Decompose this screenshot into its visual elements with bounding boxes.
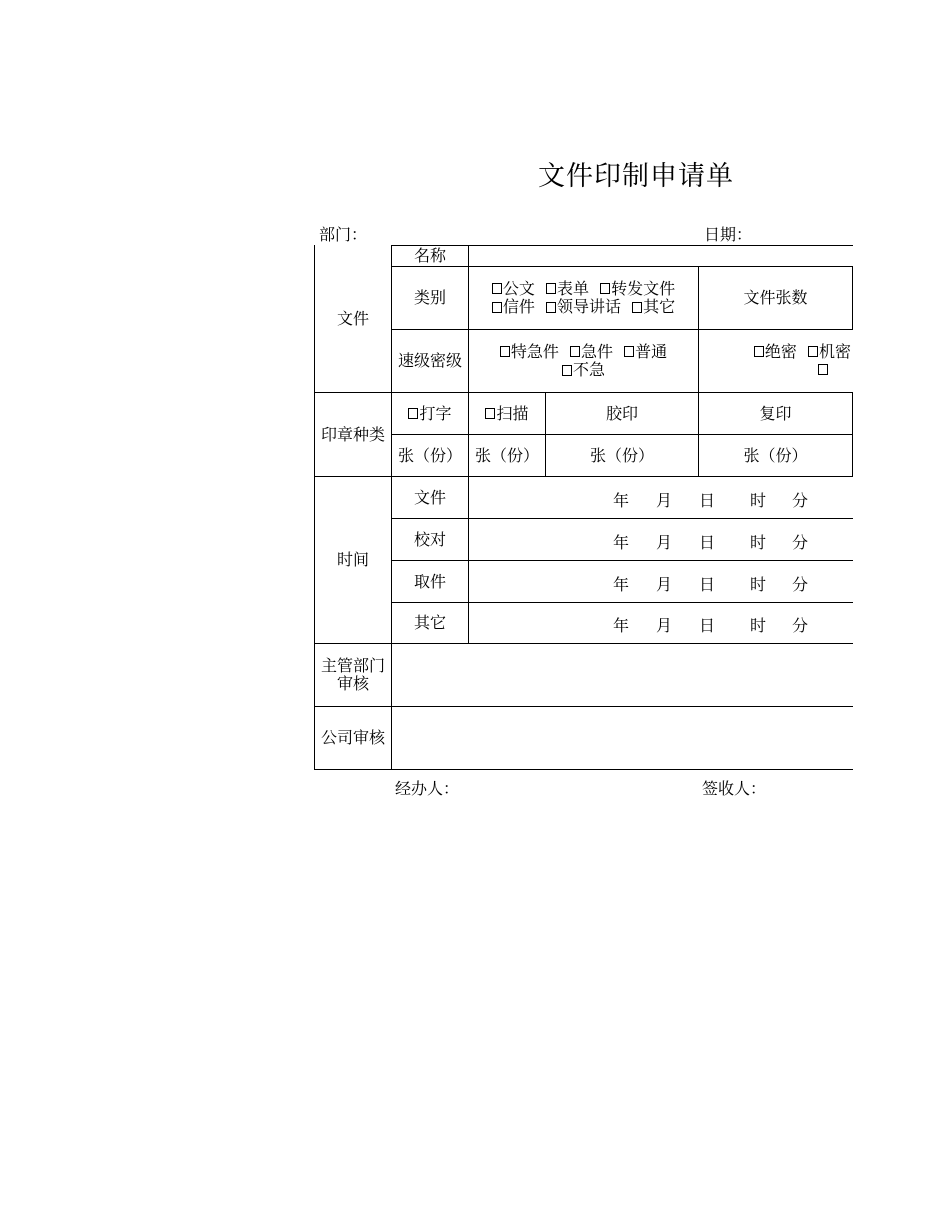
urgency-option[interactable]: 普通 (624, 343, 667, 361)
name-field[interactable] (469, 246, 852, 266)
name-label: 名称 (413, 246, 446, 265)
urgency-option[interactable]: 急件 (570, 343, 613, 361)
offset-print-label: 胶印 (605, 403, 638, 423)
dept-approval-label: 主管部门 审核 (320, 656, 385, 693)
category-option[interactable]: 公文 (492, 280, 535, 298)
checkbox-icon (754, 346, 764, 357)
time-row-label: 校对 (413, 529, 446, 549)
time-row-label: 文件 (413, 487, 446, 507)
checkbox-icon (570, 346, 580, 357)
secrecy-options (699, 330, 852, 392)
unit-label: 张（份） (589, 445, 654, 465)
print-section-label: 印章种类 (320, 424, 385, 444)
unit-label: 张（份） (474, 445, 539, 465)
company-approval-field[interactable] (392, 707, 852, 769)
category-options (469, 267, 698, 329)
category-label: 类别 (413, 288, 446, 307)
print-type-typing[interactable]: 打字 (392, 393, 468, 434)
category-option[interactable]: 领导讲话 (546, 298, 621, 316)
form-title: 文件印制申请单 (538, 161, 734, 192)
checkbox-icon (485, 408, 495, 419)
urgency-option[interactable]: 不急 (562, 361, 605, 379)
time-section-label: 时间 (336, 550, 369, 569)
company-approval-label: 公司审核 (320, 728, 385, 747)
checkbox-icon (492, 302, 502, 313)
checkbox-icon (546, 283, 556, 294)
checkbox-icon (818, 364, 828, 375)
page-count-label: 文件张数 (743, 288, 808, 307)
receiver-label: 签收人： (702, 779, 767, 798)
checkbox-icon (600, 283, 610, 294)
category-option[interactable]: 转发文件 (600, 280, 675, 298)
time-row-label: 其它 (413, 613, 446, 632)
checkbox-icon (408, 408, 418, 419)
datetime-field[interactable]: 年 月 日 时 分 (612, 575, 808, 594)
secrecy-option[interactable]: 绝密 (754, 343, 797, 361)
category-option[interactable]: 信件 (492, 298, 535, 316)
urgency-label: 速级密级 (397, 351, 462, 370)
date-label: 日期： (704, 225, 753, 244)
print-type-scan[interactable]: 扫描 (469, 393, 545, 434)
checkbox-icon (808, 346, 818, 357)
urgency-options (469, 330, 698, 392)
secrecy-option[interactable] (818, 364, 829, 375)
checkbox-icon (562, 365, 572, 376)
checkbox-icon (500, 346, 510, 357)
datetime-field[interactable]: 年 月 日 时 分 (612, 616, 808, 635)
checkbox-icon (492, 283, 502, 294)
urgency-option[interactable]: 特急件 (500, 343, 559, 361)
secrecy-option[interactable]: 机密 (808, 343, 851, 361)
checkbox-icon (546, 302, 556, 313)
checkbox-icon (624, 346, 634, 357)
datetime-field[interactable]: 年 月 日 时 分 (612, 533, 808, 552)
file-section-label: 文件 (336, 309, 369, 328)
dept-label: 部门： (319, 225, 368, 244)
unit-label: 张（份） (743, 445, 808, 465)
category-option[interactable]: 其它 (632, 298, 675, 316)
datetime-field[interactable]: 年 月 日 时 分 (612, 491, 808, 510)
handler-label: 经办人： (395, 779, 460, 798)
unit-label: 张（份） (397, 445, 462, 465)
time-row-label: 取件 (413, 571, 446, 591)
checkbox-icon (632, 302, 642, 313)
dept-approval-field[interactable] (392, 644, 852, 706)
photocopy-label: 复印 (759, 403, 792, 423)
category-option[interactable]: 表单 (546, 280, 589, 298)
